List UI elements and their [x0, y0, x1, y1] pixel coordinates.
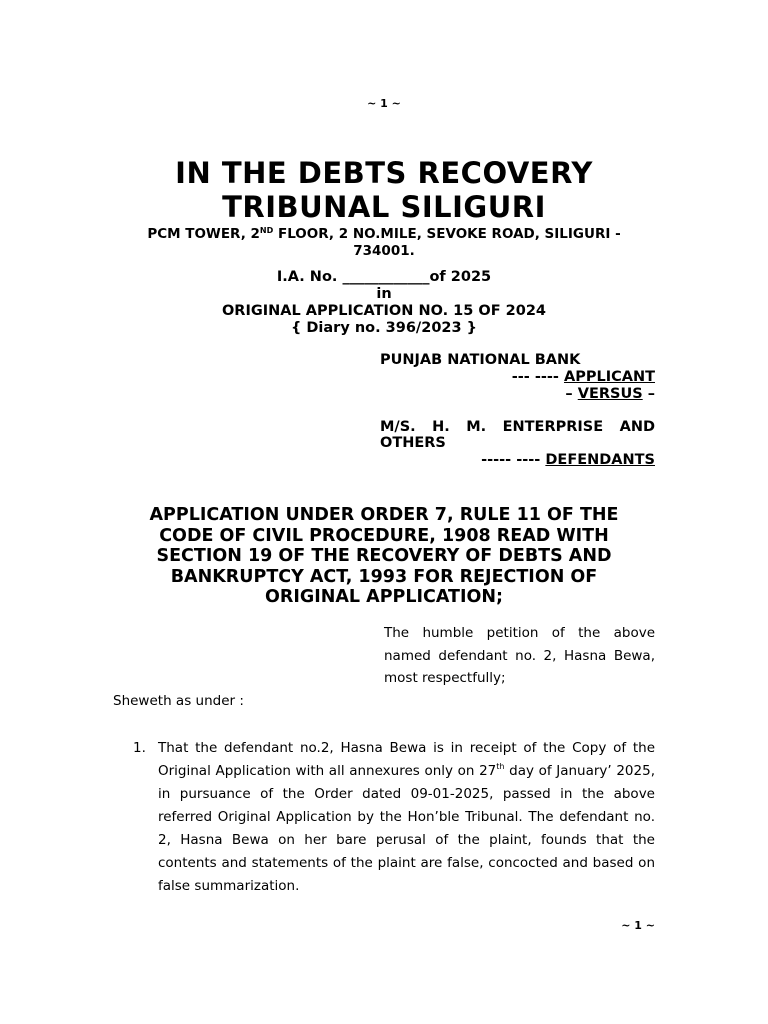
court-title-line2: TRIBUNAL SILIGURI: [222, 190, 546, 224]
applicant-name: PUNJAB NATIONAL BANK: [380, 352, 581, 368]
court-address: [100, 222, 668, 260]
in-connector: in: [376, 286, 392, 302]
versus-line: – VERSUS –: [565, 386, 655, 402]
sheweth-line: Sheweth as under :: [113, 693, 244, 709]
application-heading: APPLICATION UNDER ORDER 7, RULE 11 OF THE CODE OF CIVIL PROCEDURE, 1908 READ WITH SECTION 19 OF THE RECOVERY OF DEBTS AND BANKRUPTCY ACT, 1993 FOR REJECTION OF ORIGINAL APPLICATION;: [149, 505, 619, 607]
defendant-name-line1: M/S. H. M. ENTERPRISE AND: [380, 419, 655, 435]
court-address-line2: 734001.: [353, 243, 415, 259]
defendant-name-line2: OTHERS: [380, 435, 446, 451]
ordinal-superscript: th: [496, 762, 505, 771]
diary-number-line: { Diary no. 396/2023 }: [291, 320, 477, 336]
applicant-role-line: --- ---- APPLICANT: [511, 369, 655, 385]
court-title: [80, 156, 688, 224]
page-number-bottom: ~ 1 ~: [621, 919, 655, 932]
original-application-line: ORIGINAL APPLICATION NO. 15 OF 2024: [221, 303, 547, 319]
page-number-top: ~ 1 ~: [367, 97, 401, 110]
court-address-line1: PCM TOWER, 2ND FLOOR, 2 NO.MILE, SEVOKE ROAD, SILIGURI -: [147, 226, 621, 242]
paragraph-1: That the defendant no.2, Hasna Bewa is in receipt of the Copy of the Original Application with all annexures only on 27th day of January’ 2025, in pursuance of the Order dated 09-01-2025, passed in the above referred Original Application by the Hon’ble Tribunal. The defendant no. 2, Hasna Bewa on her bare perusal of the plaint, founds that the contents and statements of the plaint are false, concocted and based on false summarization.: [158, 740, 655, 894]
defendant-role: DEFENDANTS: [545, 452, 655, 468]
petition-intro: The humble petition of the above named defendant no. 2, Hasna Bewa, most respectfully;: [384, 625, 655, 686]
versus-label: VERSUS: [577, 386, 643, 402]
paragraph-1-number: 1.: [133, 740, 146, 756]
defendant-role-line: ----- ---- DEFENDANTS: [481, 452, 655, 468]
applicant-role: APPLICANT: [563, 369, 655, 385]
ia-number-line: I.A. No. ____________of 2025: [276, 269, 492, 285]
court-title-line1: IN THE DEBTS RECOVERY: [175, 156, 593, 190]
address-superscript: ND: [259, 226, 274, 235]
